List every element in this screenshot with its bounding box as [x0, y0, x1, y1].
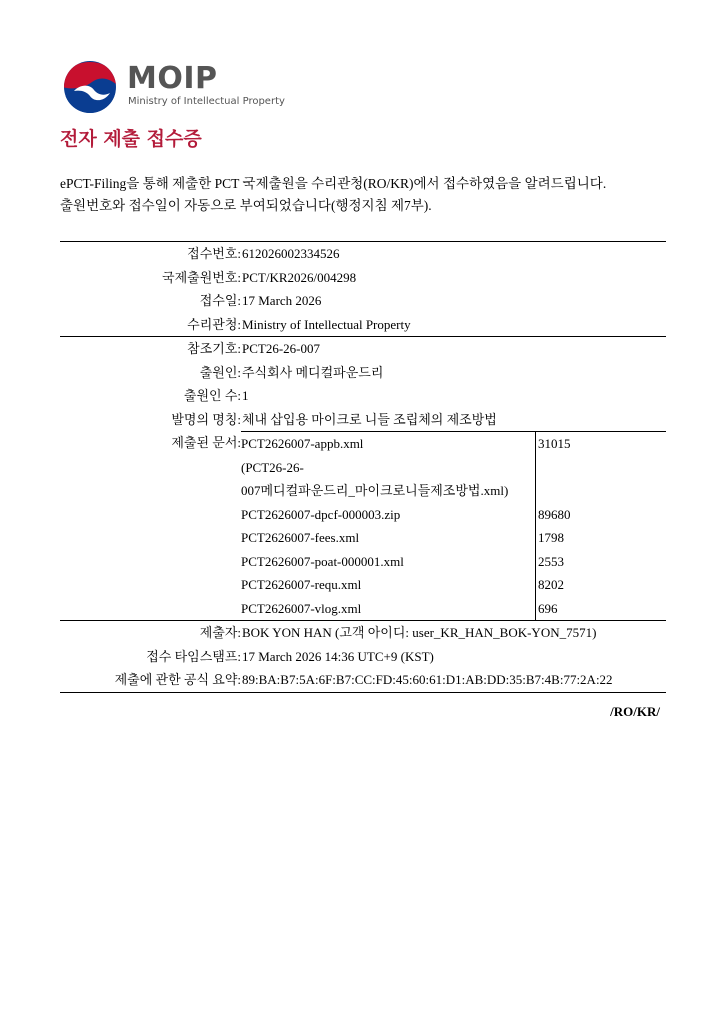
- applicant-count-value: 1: [242, 388, 249, 403]
- invention-title-row: [60, 408, 666, 432]
- applicant-count-row: [60, 384, 666, 408]
- document-filename-line: (PCT26-26-: [241, 459, 304, 475]
- receipt-date-label: 접수일:: [199, 293, 241, 308]
- office-code: /RO/KR/: [610, 704, 660, 719]
- document-row: [241, 503, 666, 527]
- digest-label: 제출에 관한 공식 요약:: [60, 668, 241, 692]
- documents-row: [60, 431, 666, 621]
- document-filename: PCT2626007-poat-000001.xml: [241, 550, 536, 574]
- document-size: 89680: [538, 506, 571, 522]
- intl-app-number-value: PCT/KR2026/004298: [242, 269, 357, 285]
- intro-line-1: ePCT-Filing을 통해 제출한 PCT 국제출원을 수리관청(RO/KR)에서 접수하였음을 알려드립니다.: [60, 176, 607, 191]
- receipt-date-row: [60, 289, 666, 313]
- document-row: [241, 550, 666, 574]
- moip-logo: [60, 60, 300, 114]
- documents-label: 제출된 문서:: [171, 435, 241, 450]
- receiving-office-value: Ministry of Intellectual Property: [242, 316, 411, 332]
- receipt-number-value: 612026002334526: [241, 242, 666, 266]
- submitter-row: [60, 621, 666, 645]
- moip-emblem-icon: [60, 60, 120, 114]
- reference-label: 참조기호:: [60, 337, 241, 361]
- applicant-value: 주식회사 메디컬파운드리: [242, 364, 384, 380]
- intl-app-number-label: 국제출원번호:: [162, 269, 241, 285]
- receipt-date-value: 17 March 2026: [242, 293, 322, 308]
- timestamp-label: 접수 타임스탬프:: [146, 648, 241, 664]
- receipt-number-row: [60, 242, 666, 266]
- applicant-row: [60, 361, 666, 385]
- document-size: 31015: [536, 432, 667, 503]
- brand-name: MOIP: [127, 61, 218, 96]
- invention-title-value: 체내 삽입용 마이크로 니들 조립체의 제조방법: [242, 411, 497, 427]
- document-row: [241, 432, 666, 503]
- intro-line-2: 출원번호와 접수일이 자동으로 부여되었습니다(행정지침 제7부).: [60, 198, 432, 213]
- receiving-office-row: [60, 313, 666, 337]
- submitter-label: 제출자:: [60, 621, 241, 645]
- timestamp-value: 17 March 2026 14:36 UTC+9 (KST): [242, 648, 434, 664]
- receipt-table: [60, 241, 666, 693]
- document-filename-line: 007메디컬파운드리_마이크로니들제조방법.xml): [241, 483, 509, 498]
- receiving-office-label: 수리관청:: [187, 316, 241, 332]
- document-filename: PCT2626007-dpcf-000003.zip: [241, 503, 536, 527]
- intro-text: [60, 173, 606, 217]
- applicant-count-label: 출원인 수:: [183, 388, 241, 403]
- document-filename-line: PCT2626007-appb.xml: [241, 436, 364, 451]
- digest-row: [60, 668, 666, 692]
- document-row: [241, 597, 666, 621]
- timestamp-row: [60, 645, 666, 669]
- reference-row: [60, 337, 666, 361]
- document-size: 696: [538, 600, 558, 616]
- document-filename: PCT2626007-requ.xml: [241, 573, 536, 597]
- document-size: 8202: [538, 577, 564, 592]
- intl-app-number-row: [60, 266, 666, 290]
- page-title: 전자 제출 접수증: [60, 128, 202, 150]
- document-filename: PCT2626007-fees.xml: [241, 526, 536, 550]
- brand-subtitle: Ministry of Intellectual Property: [128, 96, 285, 107]
- invention-title-label: 발명의 명칭:: [171, 411, 241, 427]
- reference-value: PCT26-26-007: [241, 337, 666, 361]
- digest-value: 89:BA:B7:5A:6F:B7:CC:FD:45:60:61:D1:AB:DD:35:B7:4B:77:2A:22: [241, 668, 666, 692]
- receipt-number-label: 접수번호:: [60, 242, 241, 266]
- document-row: [241, 526, 666, 550]
- documents-table: [241, 431, 666, 620]
- document-row: [241, 573, 666, 597]
- submitter-value: BOK YON HAN (고객 아이디: user_KR_HAN_BOK-YON_7571): [241, 621, 666, 645]
- applicant-label: 출원인:: [199, 364, 241, 380]
- document-filename: PCT2626007-vlog.xml: [241, 597, 536, 621]
- document-filename: [241, 432, 536, 503]
- document-size: 2553: [538, 553, 564, 569]
- document-size: 1798: [538, 530, 564, 545]
